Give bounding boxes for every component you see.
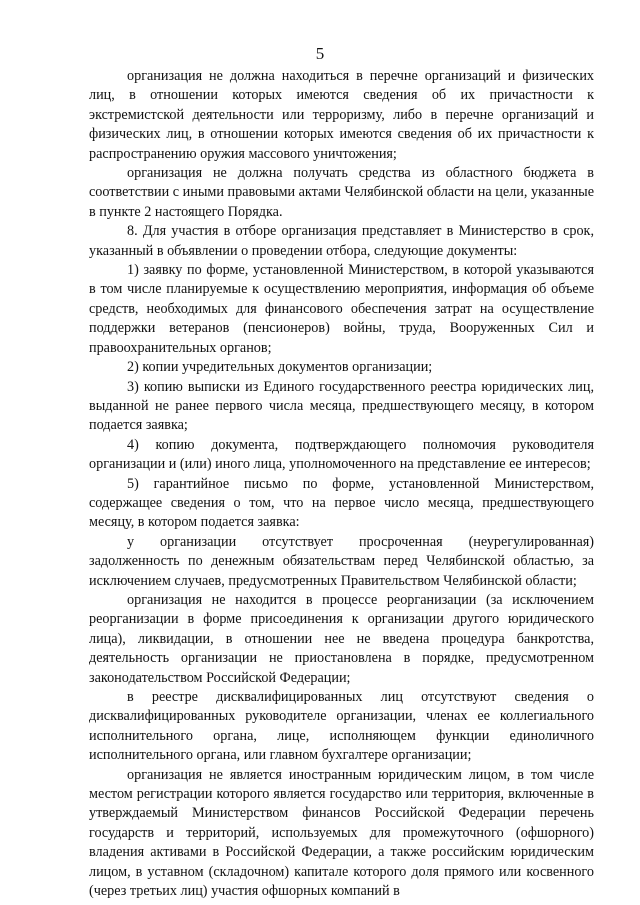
paragraph-item-8: 8. Для участия в отборе организация представляет в Министерство в срок, указанный в объявлении о проведении отбора, следующие документы: xyxy=(89,223,594,259)
page-number: 5 xyxy=(315,44,325,63)
paragraph-not-foreign-entity: организация не является иностранным юридическим лицом, в том числе местом регистрации которого является государство или территория, включенные в утверждаемый Министерством финансов Российской Федерации перечень государств и территорий, используемых для промежуточного (офшорного) владения активами в Российской Федерации, а также российским юридическим лицом, в уставном (складочном) капитале которого доля прямого или косвенного (через третьих лиц) участия офшорных компаний в xyxy=(89,766,594,900)
paragraph-no-reorganization: организация не находится в процессе реорганизации (за исключением реорганизации в форме присоединения к организации другого юридического лица), ликвидации, в отношении нее не введена процедура банкротства, деятельность организации не приостановлена в порядке, предусмотренном законодательством Российской Федерации; xyxy=(89,591,594,686)
paragraph-terror-list: организация не должна находиться в перечне организаций и физических лиц, в отношении которых имеются сведения об их причастности к экстремистской деятельности или терроризму, либо в перечне организаций и физических лиц, в отношении которых имеются сведения об их причастности к распространению оружия массового уничтожения; xyxy=(89,68,594,162)
paragraph-doc-5-guarantee-letter: 5) гарантийное письмо по форме, установленной Министерством, содержащее сведения о том, что на первое число месяца, предшествующего месяцу, в котором подается заявка: xyxy=(89,475,594,531)
paragraph-no-debt: у организации отсутствует просроченная (неурегулированная) задолженность по денежным обязательствам перед Челябинской областью, за исключением случаев, предусмотренных Правительством Челябинской области; xyxy=(89,533,594,589)
paragraph-regional-budget: организация не должна получать средства из областного бюджета в соответствии с иными правовыми актами Челябинской области на цели, указанные в пункте 2 настоящего Порядка. xyxy=(89,165,594,220)
paragraph-doc-2-charter: 2) копии учредительных документов организации; xyxy=(127,359,433,376)
paragraph-disqualified-registry: в реестре дисквалифицированных лиц отсутствуют сведения о дисквалифицированных руководителе организации, членах ее коллегиального исполнительного органа, лице, исполняющем функции единоличного исполнительного органа, или главном бухгалтере организации; xyxy=(89,689,594,764)
document-body xyxy=(89,67,594,901)
paragraph-doc-4-authority: 4) копию документа, подтверждающего полномочия руководителя организации и (или) иного лица, уполномоченного на представление ее интересов; xyxy=(89,436,594,473)
paragraph-doc-1-application: 1) заявку по форме, установленной Министерством, в которой указываются в том числе планируемые к осуществлению мероприятия, информация об объеме средств, необходимых для финансового обеспечения затрат на осуществление поддержки ветеранов (пенсионеров) войны, труда, Вооруженных Сил и правоохранительных органов; xyxy=(89,262,594,356)
paragraph-doc-3-register-extract: 3) копию выписки из Единого государственного реестра юридических лиц, выданной не ранее первого числа месяца, предшествующего месяцу, в котором подается заявка; xyxy=(89,378,594,434)
